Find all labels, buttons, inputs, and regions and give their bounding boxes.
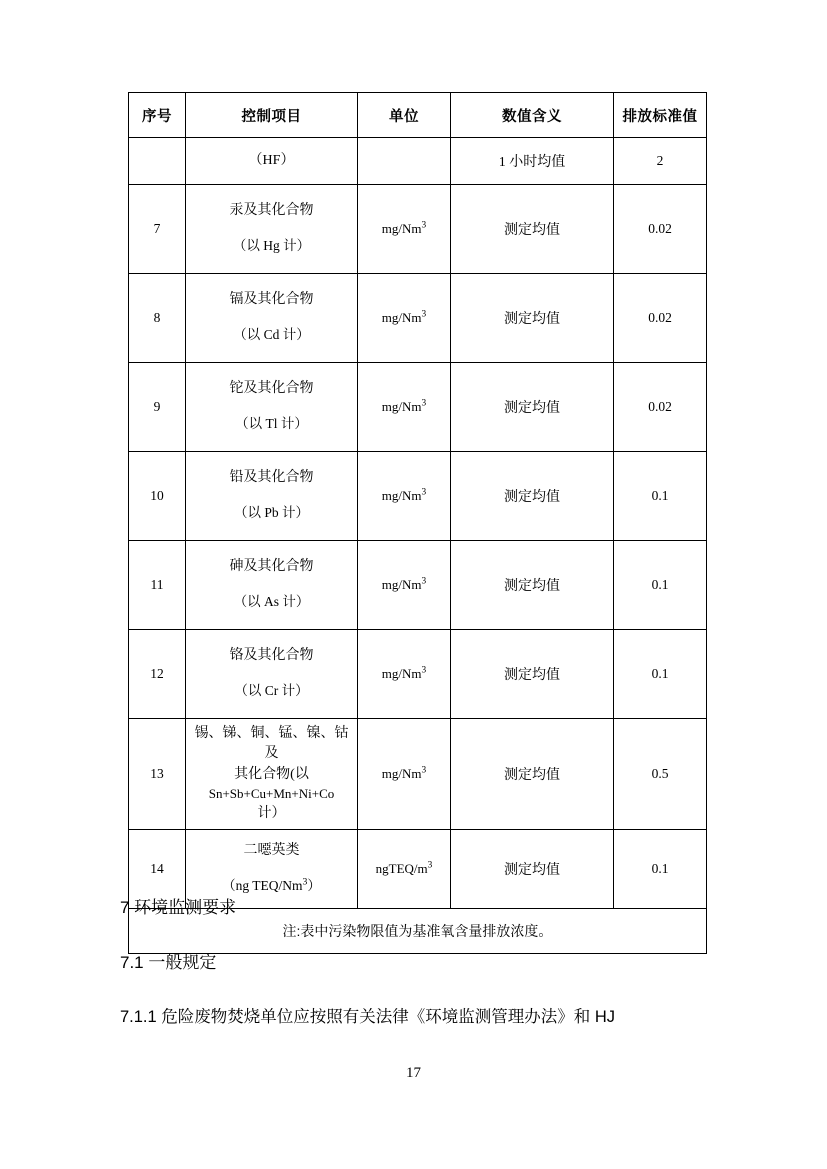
cell-seq: 9 (129, 363, 186, 452)
unit-superscript: 3 (421, 398, 427, 409)
item-line: 二噁英类 (243, 843, 300, 859)
cell-control-item (186, 541, 358, 630)
cell-unit (358, 363, 451, 452)
table-row (129, 452, 707, 541)
cell-standard-value: 0.1 (614, 630, 707, 719)
unit-text: ngTEQ/m (375, 861, 428, 876)
column-header-value-meaning: 数值含义 (451, 93, 614, 138)
section-heading: 7 环境监测要求 (120, 898, 237, 917)
item-line: 铬及其化合物 (229, 648, 314, 664)
table-row (129, 274, 707, 363)
cell-standard-value: 0.1 (614, 452, 707, 541)
table-row (129, 541, 707, 630)
cell-value-meaning: 测定均值 (451, 830, 614, 909)
unit-superscript: 3 (421, 576, 427, 587)
item-line: （以 Cr 计） (234, 683, 309, 699)
item-line: 镉及其化合物 (229, 292, 314, 308)
emission-standard-table (128, 92, 707, 954)
item-line: （以 Hg 计） (232, 238, 311, 254)
cell-standard-value: 0.02 (614, 274, 707, 363)
cell-seq: 11 (129, 541, 186, 630)
table-row (129, 630, 707, 719)
cell-unit (358, 452, 451, 541)
cell-unit (358, 541, 451, 630)
column-header-standard-value: 排放标准值 (614, 93, 707, 138)
subsection-heading: 7.1 一般规定 (120, 953, 217, 972)
emission-standard-table-wrapper (128, 92, 706, 954)
cell-control-item (186, 719, 358, 830)
cell-control-item (186, 274, 358, 363)
table-note: 注:表中污染物限值为基准氧含量排放浓度。 (129, 909, 707, 954)
cell-standard-value: 0.02 (614, 185, 707, 274)
cell-standard-value: 0.5 (614, 719, 707, 830)
table-row (129, 363, 707, 452)
item-line: （以 Tl 计） (235, 416, 308, 432)
item-line: 铊及其化合物 (229, 381, 314, 397)
item-line: （以 Pb 计） (233, 505, 309, 521)
cell-control-item (186, 452, 358, 541)
unit-text: mg/Nm (381, 221, 422, 236)
column-header-unit: 单位 (358, 93, 451, 138)
cell-value-meaning: 1 小时均值 (451, 138, 614, 185)
item-line: Sn+Sb+Cu+Mn+Ni+Co (208, 785, 335, 801)
cell-seq: 13 (129, 719, 186, 830)
cell-seq: 8 (129, 274, 186, 363)
body-paragraph: 7.1.1 危险废物焚烧单位应按照有关法律《环境监测管理办法》和 HJ (120, 1008, 616, 1026)
cell-value-meaning: 测定均值 (451, 363, 614, 452)
unit-text: mg/Nm (381, 488, 422, 503)
item-multiline (186, 721, 357, 827)
unit-superscript: 3 (421, 487, 427, 498)
unit-text: mg/Nm (381, 310, 422, 325)
cell-seq: 7 (129, 185, 186, 274)
cell-control-item (186, 138, 358, 185)
cell-control-item (186, 363, 358, 452)
table-row (129, 719, 707, 830)
unit-text: mg/Nm (381, 577, 422, 592)
cell-standard-value: 0.02 (614, 363, 707, 452)
column-header-control-item: 控制项目 (186, 93, 358, 138)
cell-value-meaning: 测定均值 (451, 452, 614, 541)
unit-superscript: 3 (421, 665, 427, 676)
cell-unit (358, 719, 451, 830)
item-line-tail: ） (307, 878, 321, 894)
cell-value-meaning: 测定均值 (451, 274, 614, 363)
item-line: （以 As 计） (233, 594, 310, 610)
cell-value-meaning: 测定均值 (451, 185, 614, 274)
cell-control-item (186, 185, 358, 274)
item-line: 铅及其化合物 (229, 470, 314, 486)
cell-unit (358, 185, 451, 274)
cell-seq: 12 (129, 630, 186, 719)
cell-value-meaning: 测定均值 (451, 630, 614, 719)
unit-superscript: 3 (421, 309, 427, 320)
unit-superscript: 3 (421, 220, 427, 231)
cell-standard-value: 2 (614, 138, 707, 185)
item-superscript: 3 (302, 876, 308, 888)
page-number: 17 (406, 1065, 421, 1081)
table-row (129, 138, 707, 185)
unit-superscript: 3 (427, 860, 433, 871)
item-line: （HF） (248, 152, 295, 168)
unit-text: mg/Nm (381, 666, 422, 681)
cell-standard-value: 0.1 (614, 830, 707, 909)
cell-control-item (186, 630, 358, 719)
unit-text: mg/Nm (381, 399, 422, 414)
cell-value-meaning: 测定均值 (451, 541, 614, 630)
item-line-text: （ng TEQ/Nm (222, 878, 303, 894)
item-line: 汞及其化合物 (229, 203, 314, 219)
unit-superscript: 3 (421, 765, 427, 776)
cell-unit (358, 138, 451, 185)
cell-seq: 14 (129, 830, 186, 909)
cell-unit (358, 630, 451, 719)
cell-seq (129, 138, 186, 185)
item-line: 其化合物(以 (234, 766, 309, 782)
item-line: 计） (257, 805, 286, 821)
item-line: 砷及其化合物 (229, 559, 314, 575)
table-row (129, 185, 707, 274)
item-line: （以 Cd 计） (233, 327, 310, 343)
cell-seq: 10 (129, 452, 186, 541)
item-line: 锡、锑、铜、锰、镍、钴及 (194, 725, 349, 762)
table-header-row (129, 93, 707, 138)
unit-text: mg/Nm (381, 766, 422, 781)
column-header-seq: 序号 (129, 93, 186, 138)
cell-unit (358, 274, 451, 363)
cell-standard-value: 0.1 (614, 541, 707, 630)
cell-value-meaning: 测定均值 (451, 719, 614, 830)
